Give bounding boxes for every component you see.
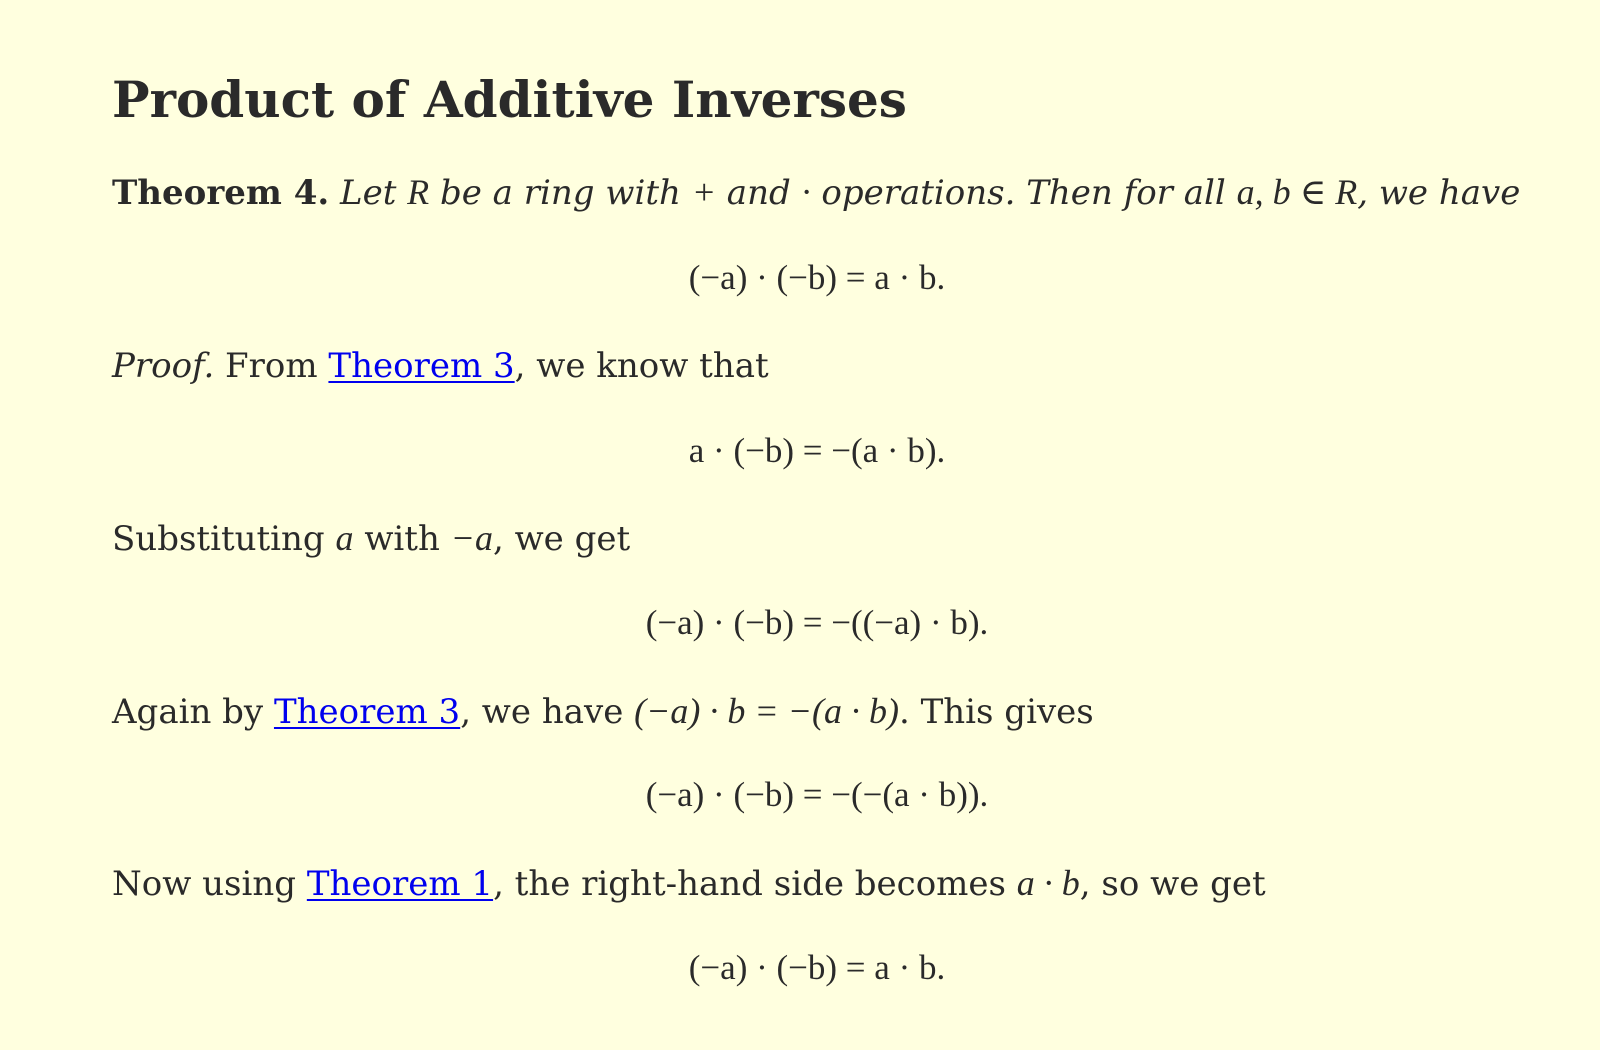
theorem-1-link[interactable]: Theorem 1 (306, 864, 494, 904)
plus-symbol: + (691, 172, 716, 212)
proof-paragraph-4: Now using Theorem 1, the right-hand side becomes a · b, so we get (112, 863, 1266, 904)
page-title: Product of Additive Inverses (112, 70, 907, 129)
theorem-equation: (−a) · (−b) = a · b. (688, 258, 946, 297)
theorem-label: Theorem 4. (112, 173, 330, 213)
cdot-symbol: · (801, 172, 811, 212)
proof-paragraph-3: Again by Theorem 3, we have (−a) · b = −(a · b). This gives (112, 691, 1094, 732)
ring-symbol-2: R (1335, 172, 1358, 212)
ring-symbol: R (407, 172, 430, 212)
proof-paragraph-2: Substituting a with −a, we get (112, 518, 631, 559)
theorem-statement (112, 166, 1520, 219)
variable-a: a (335, 518, 354, 558)
inline-equation: (−a) · b = −(a · b) (634, 691, 899, 731)
proof-equation-3: (−a) · (−b) = −(−(a · b)). (645, 775, 989, 814)
proof-label: Proof. (112, 346, 215, 386)
theorem-body: Let R be a ring with + and · operations. Then for all a, b ∈ R, we have (340, 172, 1521, 213)
variables-ab: a, b (1236, 172, 1291, 212)
theorem-3-link[interactable]: Theorem 3 (328, 346, 515, 386)
proof-equation-4: (−a) · (−b) = a · b. (688, 948, 946, 987)
theorem-3-link-2[interactable]: Theorem 3 (273, 692, 461, 732)
element-of-symbol: ∈ (1290, 172, 1336, 212)
negated-a: −a (450, 518, 493, 558)
inline-product: a · b (1016, 863, 1080, 903)
proof-equation-2: (−a) · (−b) = −((−a) · b). (645, 603, 989, 642)
proof-equation-1: a · (−b) = −(a · b). (688, 431, 946, 470)
proof-paragraph-1: Proof. From Theorem 3, we know that (112, 346, 769, 386)
